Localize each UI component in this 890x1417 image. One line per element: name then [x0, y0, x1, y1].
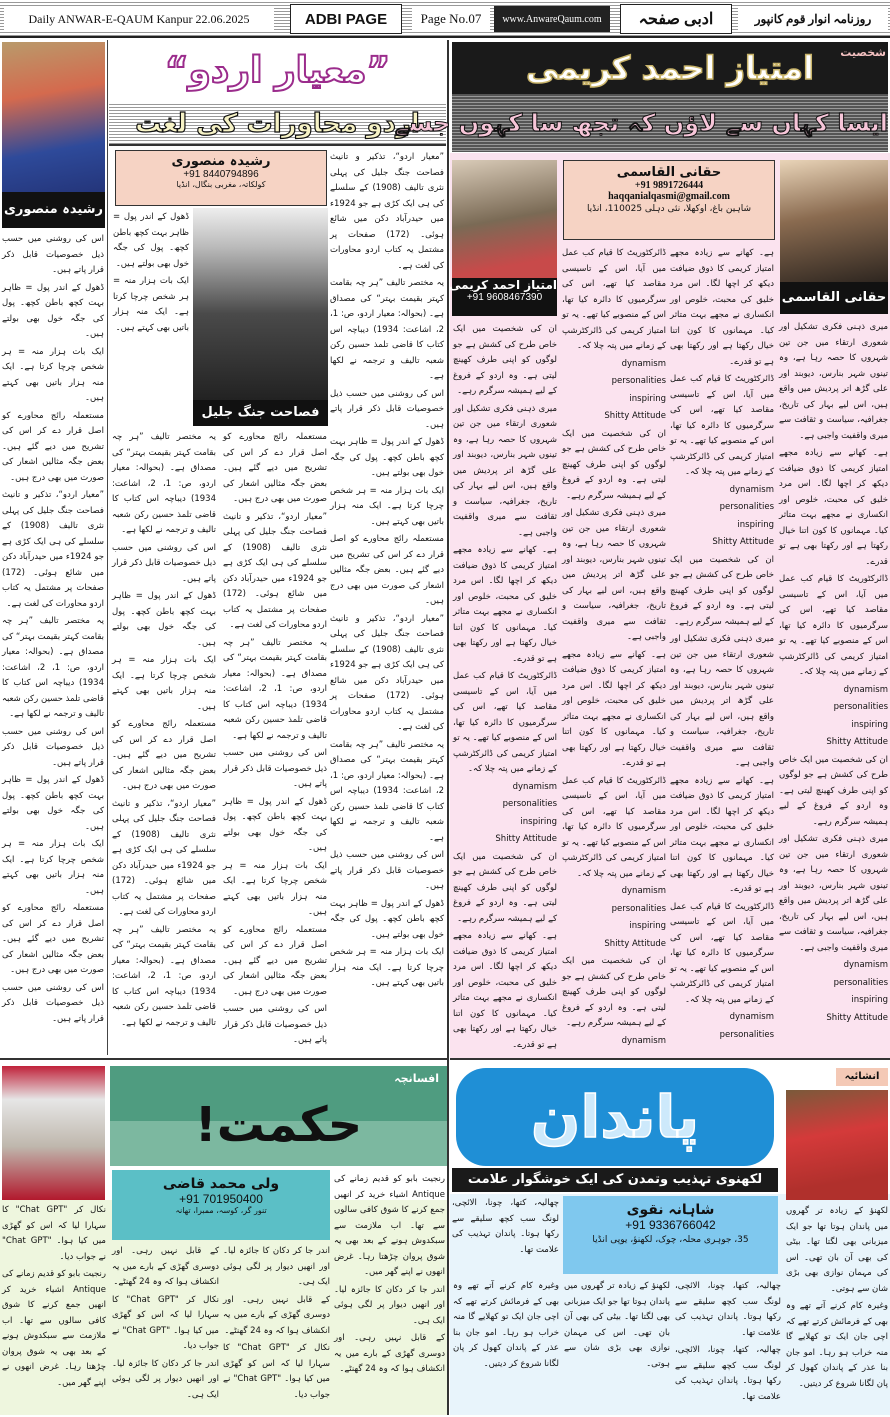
article-body-col: [670, 246, 774, 1055]
paragraph: ایک بات ہزار منہ = ہر شخص چرچا کرتا ہے۔ ایک منہ ہزار باتیں بھی کہتے ہیں۔: [113, 276, 189, 333]
story-heading: [110, 1066, 447, 1166]
paragraph: اس کی روشنی میں حسب ذیل خصوصیات قابل ذکر قرار پاتے ہیں۔: [2, 234, 104, 275]
paragraph: اس کی روشنی میں حسب ذیل خصوصیات قابل ذکر قرار پاتے ہیں۔: [330, 388, 444, 430]
story-body-col: [564, 1279, 670, 1415]
story-body-col: [112, 1244, 219, 1415]
paragraph: اس کی روشنی میں حسب ذیل خصوصیات قابل ذکر قرار پاتے ہیں۔: [223, 1004, 327, 1045]
page-header: [0, 0, 890, 38]
paragraph: ڈھول کے اندر پول = ظاہر بہت کچھ باطن کچھ۔ پول کی جگہ خول بھی بولتے ہیں۔: [330, 898, 444, 940]
author-phone: +91 9891726444: [634, 180, 704, 191]
paragraph: مستعملہ رائج محاورے کو اصل قرار دے کر اس کی تشریح میں دیے گئے ہیں۔ بعض جگہ مثالیں اشعار کی صورت میں بھی درج ہیں۔: [223, 432, 327, 504]
paragraph: اس کی روشنی میں حسب ذیل خصوصیات قابل ذکر قرار پاتے ہیں۔: [112, 542, 216, 584]
author-address: تنور گر، کوسہ، ممبرا، تھانہ: [175, 1206, 267, 1215]
paragraph: مستعملہ رائج محاورے کو اصل قرار دے کر اس کی تشریح میں دیے گئے ہیں۔ بعض جگہ مثالیں اشعار کی صورت میں بھی درج ہیں۔: [112, 719, 216, 791]
paragraph: اس کی روشنی میں حسب ذیل خصوصیات قابل ذکر قرار پاتے ہیں۔: [223, 748, 327, 789]
paragraph: کے قابل نہیں رہی۔ اور دوسری گھڑی کے بارے میں یہ انکشاف ہوا کہ وہ 24 گھنٹے۔: [112, 1246, 219, 1287]
paragraph: ڈائرکٹوریٹ کا قیام کب عمل میں آیا، اس کے تاسیسی مقاصد کیا تھے، اس کی سرگرمیوں کا دائرہ کیا تھا، اس کے منصوبے کیا تھے۔ یہ تو امتیاز کریمی کی ڈائرکٹرشپ کے زمانے میں پتہ چلا کہ۔: [453, 671, 557, 774]
paragraph: ان کی شخصیت میں ایک خاص طرح کی کشش ہے جو لوگوں کو اپنی طرف کھینچ لیتی ہے۔ وہ اردو کے فروغ کے لیے ہمیشہ سرگرم رہے۔: [779, 754, 888, 827]
paragraph: ہے۔ کھانے سے زیادہ مجھے امتیاز کریمی کا ذوق ضیافت دیکھ کر اچھا لگا۔ اس مرد خلیق کی محبت، خلوص اور انکساری نے مجھے بہت متاثر کیا۔ مہمانوں کا کون اتنا خیال رکھتا ہے اور رکھتا بھی ہے تو قدرے۔: [453, 931, 557, 1050]
section-tag: شخصیت: [820, 46, 886, 62]
paragraph: inspiring: [629, 921, 666, 931]
story-body-col: [334, 1172, 445, 1415]
paragraph: ”معیار اردو“، تذکیر و تانیث فصاحت جنگ جلیل کی پہلی نثری تالیف (1908) کے سلسلے کی ہی ایک کڑی ہے جو 1924ء میں حیدرآباد دکن میں شائع ہوئی۔ (172) صفحات پر مشتمل یہ کتاب اردو محاورات کی لغت ہے۔: [223, 511, 328, 630]
paragraph: Shitty Attitude: [604, 411, 666, 421]
article-body-col: [453, 322, 557, 1055]
paragraph: ڈائرکٹوریٹ کا قیام کب عمل میں آیا، اس کے تاسیسی مقاصد کیا تھے، اس کی سرگرمیوں کا دائرہ کیا تھا، اس کے منصوبے کیا تھے۔ یہ تو امتیاز کریمی کی ڈائرکٹرشپ کے زمانے میں پتہ چلا کہ۔: [562, 248, 666, 351]
author-photo-wali: [2, 1066, 105, 1200]
paragraph: inspiring: [851, 995, 888, 1005]
paragraph: ان کی شخصیت میں ایک خاص طرح کی کشش ہے جو لوگوں کو اپنی طرف کھینچ لیتی ہے۔ وہ اردو کے فروغ کے لیے ہمیشہ سرگرم رہے۔: [453, 851, 557, 924]
story-body-col: [786, 1204, 888, 1415]
author-box: [115, 150, 327, 206]
author-email[interactable]: haqqanialqasmi@gmail.com: [608, 191, 730, 202]
author-address: شاہین باغ، اوکھلا، نئی دہلی 110025، انڈیا: [586, 204, 752, 214]
story-title: پاندان: [456, 1068, 774, 1166]
paragraph: یہ مختصر تالیف ”ہر چہ بقامت کہتر بقیمت بہتر“ کی مصداق ہے۔ (بحوالہ: معیار اردو، ص: 1، 2، اشاعت: 1934) دیباچہ اس کتاب کا قاضی تلمذ حسین رکن شعبہ تالیف و ترجمہ نے لکھا ہے۔: [330, 278, 444, 381]
paragraph: personalities: [719, 1029, 774, 1040]
story-body-col: [675, 1279, 781, 1415]
paper-dateline: [4, 6, 274, 32]
article-title: ”معیار اردو“: [164, 50, 391, 91]
paragraph: وغیرہ کام کرنے آتے تھے وہ بھی کے فرمائش کرتے تھے کہ اچی جان ایک تو کھلایے گا منہ خراب ہو رہا۔ امو جان بنا عذر کے پاندان کھول کر پان لگانا شروع کر دیتیں۔: [786, 1301, 888, 1389]
story-body-col: [2, 1203, 106, 1415]
author-name: ولی محمد قاضی: [162, 1176, 280, 1192]
paragraph: ایک بات ہزار منہ = ہر شخص چرچا کرتا ہے۔ ایک منہ ہزار باتیں بھی کہتے ہیں۔: [112, 655, 216, 712]
article-title: امتیاز احمد کریمی: [452, 42, 888, 94]
paragraph: اس کی روشنی میں حسب ذیل خصوصیات قابل ذکر قرار پاتے ہیں۔: [2, 726, 104, 768]
author-phone: +91 8440794896: [183, 169, 259, 180]
paragraph: dynamism: [621, 886, 666, 896]
paragraph: ہے۔ کھانے سے زیادہ مجھے امتیاز کریمی کا ذوق ضیافت دیکھ کر اچھا لگا۔ اس مرد خلیق کی محبت، خلوص اور انکساری نے مجھے بہت متاثر کیا۔ مہمانوں کا کون اتنا خیال رکھتا ہے اور رکھتا بھی ہے تو قدرے۔: [670, 248, 774, 367]
paragraph: Shitty Attitude: [712, 537, 774, 547]
genre-label: افسانچہ: [394, 1072, 439, 1085]
subject-photo-caption: [449, 278, 557, 316]
paragraph: inspiring: [851, 719, 888, 730]
author-phone: +91 701950400: [179, 1192, 263, 1206]
paragraph: اس کی روشنی میں حسب ذیل خصوصیات قابل ذکر قرار پاتے ہیں۔: [330, 850, 444, 891]
paragraph: ڈائرکٹوریٹ کا قیام کب عمل میں آیا، اس کے تاسیسی مقاصد کیا تھے، اس کی سرگرمیوں کا دائرہ کیا تھا، اس کے منصوبے کیا تھے۔ یہ تو امتیاز کریمی کی ڈائرکٹرشپ کے زمانے میں پتہ چلا کہ۔: [562, 775, 666, 879]
paragraph: ڈھول کے اندر پول = ظاہر بہت کچھ باطن کچھ۔ پول کی جگہ خول بھی بولتے ہیں۔: [113, 212, 189, 269]
paragraph: ہے۔ کھانے سے زیادہ مجھے امتیاز کریمی کا ذوق ضیافت دیکھ کر اچھا لگا۔ اس مرد خلیق کی محبت، خلوص اور انکساری نے مجھے بہت متاثر کیا۔ مہمانوں کا کون اتنا خیال رکھتا ہے اور رکھتا بھی ہے تو قدرے۔: [670, 775, 774, 894]
story-body-col: [452, 1196, 559, 1276]
paragraph: ان کی شخصیت میں ایک خاص طرح کی کشش ہے جو لوگوں کو اپنی طرف کھینچ لیتی ہے۔ وہ اردو کے فروغ کے لیے ہمیشہ سرگرم رہے۔: [562, 956, 666, 1028]
issue-date: 22.06.2025: [195, 11, 250, 26]
paragraph: inspiring: [520, 816, 557, 827]
paragraph: مستعملہ رائج محاورے کو اصل قرار دے کر اس کی تشریح میں دیے گئے ہیں۔ بعض جگہ مثالیں اشعار کی صورت میں بھی درج ہیں۔: [2, 903, 104, 975]
paragraph: ”معیار اردو“، تذکیر و تانیث فصاحت جنگ جلیل کی پہلی نثری تالیف (1908) کے سلسلے کی ہی ایک کڑی ہے جو 1924ء میں حیدرآباد دکن میں شائع ہوئی۔ (172) صفحات پر مشتمل یہ کتاب اردو محاورات کی لغت ہے۔: [330, 152, 445, 271]
paragraph: ایک بات ہزار منہ = ہر شخص چرچا کرتا ہے۔ ایک منہ ہزار باتیں بھی کہتے ہیں۔: [2, 346, 104, 403]
paragraph: ایک بات ہزار منہ = ہر شخص چرچا کرتا ہے۔ ایک منہ ہزار باتیں بھی کہتے ہیں۔: [330, 485, 444, 527]
paragraph: Shitty Attitude: [604, 938, 666, 949]
paragraph: ڈھول کے اندر پول = ظاہر بہت کچھ باطن کچھ۔ پول کی جگہ خول بھی بولتے ہیں۔: [2, 775, 104, 832]
paragraph: یہ مختصر تالیف ”ہر چہ بقامت کہتر بقیمت بہتر“ کی مصداق ہے۔ (بحوالہ: معیار اردو، ص: 1، 2، اشاعت: 1934) دیباچہ اس کتاب کا قاضی تلمذ حسین رکن شعبہ تالیف و ترجمہ نے لکھا ہے۔: [112, 924, 216, 1028]
page-number: Page No.07: [412, 6, 490, 32]
author-box: [112, 1170, 330, 1240]
story-body-col: [453, 1279, 559, 1415]
author-photo-haqqani: [780, 160, 888, 282]
paragraph: چھالیہ، کتھا، چونا، الائچی، لونگ سب کچھ سلیقے سے رکھا ہوتا۔ پاندان تہذیب کی علامت تھا۔: [452, 1198, 559, 1255]
author-box: [563, 160, 775, 240]
genre-label: انشائیہ: [836, 1068, 888, 1086]
paragraph: ڈھول کے اندر پول = ظاہر بہت کچھ باطن کچھ۔ پول کی جگہ خول بھی بولتے ہیں۔: [330, 437, 444, 478]
author-photo-caption: حقانی القاسمی: [780, 282, 888, 314]
paragraph: وغیرہ کام کرنے آتے تھے وہ بھی کے فرمائش کرتے تھے کہ اچی جان ایک تو کھلایے گا منہ خراب ہو رہا۔ امو جان بنا عذر کے پاندان کھول کر پان لگانا شروع کر دیتیں۔: [453, 1281, 559, 1369]
masthead: روزنامہ انوار قوم کانپور: [738, 6, 888, 32]
article-body-col: [779, 320, 888, 1055]
paragraph: اس کی روشنی میں حسب ذیل خصوصیات قابل ذکر قرار پاتے ہیں۔: [2, 982, 104, 1024]
story-title: حکمت!: [194, 1097, 363, 1153]
paragraph: مستعملہ رائج محاورے کو اصل قرار دے کر اس کی تشریح میں دیے گئے ہیں۔ بعض جگہ مثالیں اشعار کی صورت میں بھی درج ہیں۔: [330, 534, 444, 606]
article-subtitle: اردو محاورات کی لغت: [109, 102, 446, 146]
author-photo-rashida: [2, 42, 105, 192]
article-body-col: [113, 210, 189, 398]
paragraph: میری ذہنی فکری تشکیل اور شعوری ارتقاء میں جن تین شہروں کا حصہ رہا ہے، وہ تینوں شہر بنارس، دیوبند اور علی گڑھ اتر پردیش میں واقع ہیں، اس لیے بہار کی تاریخ، جغرافیہ، سیاست و ثقافت سے میری واقفیت واجبی ہے۔: [779, 834, 888, 953]
paragraph: ڈھول کے اندر پول = ظاہر بہت کچھ باطن کچھ۔ پول کی جگہ خول بھی بولتے ہیں۔: [112, 591, 216, 648]
section-label: ADBI PAGE: [290, 4, 402, 34]
paragraph: Shitty Attitude: [826, 1012, 888, 1023]
author-address: 35، جوہری محلہ، چوک، لکھنؤ، یوپی انڈیا: [592, 1235, 749, 1245]
paragraph: میری ذہنی فکری تشکیل اور شعوری ارتقاء میں جن تین شہروں کا حصہ رہا ہے، وہ تینوں شہر بنارس، دیوبند اور علی گڑھ اتر پردیش میں واقع ہیں، اس لیے بہار کی تاریخ، جغرافیہ، سیاست و ثقافت سے میری واقفیت واجبی ہے۔: [562, 508, 666, 642]
paragraph: dynamism: [729, 1012, 774, 1022]
subject-name: امتیاز احمد کریمی: [449, 278, 557, 292]
paragraph: dynamism: [621, 1035, 666, 1046]
paragraph: ایک بات ہزار منہ = ہر شخص چرچا کرتا ہے۔ ایک منہ ہزار باتیں بھی کہتے ہیں۔: [223, 860, 327, 917]
subject-phone: +91 9608467390: [466, 292, 543, 303]
paragraph: personalities: [502, 799, 557, 809]
paragraph: dynamism: [512, 781, 557, 792]
paragraph: personalities: [719, 502, 774, 512]
subject-photo-imtiaz: [452, 160, 557, 278]
article-body-col: [330, 150, 444, 1055]
paragraph: میری ذہنی فکری تشکیل اور شعوری ارتقاء میں جن تین شہروں کا حصہ رہا ہے، وہ تینوں شہر بنارس، دیوبند اور علی گڑھ اتر پردیش میں واقع ہیں، اس لیے بہار کی تاریخ، جغرافیہ، سیاست و ثقافت سے میری واقفیت واجبی ہے۔: [453, 403, 557, 538]
paragraph: inspiring: [629, 393, 666, 404]
paragraph: personalities: [611, 903, 666, 914]
paragraph: اندر جا کر دکان کا جائزہ لیا۔ اور انھیں دیوار پر لگی ہوئی ایک ہی۔: [112, 1358, 219, 1400]
paragraph: مستعملہ رائج محاورے کو اصل قرار دے کر اس کی تشریح میں دیے گئے ہیں۔ بعض جگہ مثالیں اشعار کی صورت میں بھی درج ہیں۔: [223, 924, 327, 997]
figure-photo-fasahat: [193, 208, 328, 400]
paragraph: اندر جا کر دکان کا جائزہ لیا۔ اور انھیں دیوار پر لگی ہوئی ایک ہی۔: [223, 1246, 330, 1287]
paragraph: میری ذہنی فکری تشکیل اور شعوری ارتقاء میں جن تین شہروں کا حصہ رہا ہے، وہ تینوں شہر بنارس، دیوبند اور علی گڑھ اتر پردیش میں واقع ہیں، اس لیے بہار کی تاریخ، جغرافیہ، سیاست و ثقافت سے میری واقفیت واجبی ہے۔: [779, 322, 888, 441]
paragraph: یہ مختصر تالیف ”ہر چہ بقامت کہتر بقیمت بہتر“ کی مصداق ہے۔ (بحوالہ: معیار اردو، ص: 1، 2، اشاعت: 1934) دیباچہ اس کتاب کا قاضی تلمذ حسین رکن شعبہ تالیف و ترجمہ نے لکھا ہے۔: [2, 616, 104, 719]
paragraph: ان کی شخصیت میں ایک خاص طرح کی کشش ہے جو لوگوں کو اپنی طرف کھینچ لیتی ہے۔ وہ اردو کے فروغ کے لیے ہمیشہ سرگرم رہے۔: [670, 554, 774, 627]
paragraph: ایک بات ہزار منہ = ہر شخص چرچا کرتا ہے۔ ایک منہ ہزار باتیں بھی کہتے ہیں۔: [330, 947, 444, 988]
author-box: [563, 1196, 778, 1274]
author-phone: +91 9336766042: [625, 1218, 716, 1232]
paragraph: ڈائرکٹوریٹ کا قیام کب عمل میں آیا، اس کے تاسیسی مقاصد کیا تھے، اس کی سرگرمیوں کا دائرہ کیا تھا، اس کے منصوبے کیا تھے۔ یہ تو امتیاز کریمی کی ڈائرکٹرشپ کے زمانے میں پتہ چلا کہ۔: [779, 574, 888, 677]
author-name: شاہانہ نقوی: [626, 1202, 715, 1218]
article-body-col: [223, 430, 327, 1055]
paragraph: ہے۔ کھانے سے زیادہ مجھے امتیاز کریمی کا ذوق ضیافت دیکھ کر اچھا لگا۔ اس مرد خلیق کی محبت، خلوص اور انکساری نے مجھے بہت متاثر کیا۔ مہمانوں کا کون اتنا خیال رکھتا ہے اور رکھتا بھی ہے تو قدرے۔: [562, 649, 666, 768]
paragraph: ڈھول کے اندر پول = ظاہر بہت کچھ باطن کچھ۔ پول کی جگہ خول بھی بولتے ہیں۔: [2, 282, 104, 339]
article-body-col: [2, 232, 104, 1055]
section-label-urdu: ادبی صفحہ: [620, 4, 732, 34]
paragraph: چھالیہ، کتھا، چونا، الائچی، لونگ سب کچھ سلیقے سے رکھا ہوتا۔ پاندان تہذیب کی علامت تھا۔: [675, 1345, 781, 1402]
paper-name: Daily ANWAR-E-QAUM Kanpur: [28, 11, 193, 26]
paragraph: personalities: [833, 702, 888, 712]
paragraph: ایک بات ہزار منہ = ہر شخص چرچا کرتا ہے۔ ایک منہ ہزار باتیں بھی کہتے ہیں۔: [2, 839, 104, 896]
article-body-col: [112, 430, 216, 1055]
author-address: کولکاتہ، مغربی بنگال، انڈیا: [176, 180, 266, 189]
article-subtitle: ایسا کہاں سے لاؤں کہ تجھ سا کہوں جسے: [452, 94, 888, 152]
paragraph: نکال کر "Chat GPT" کا سہارا لیا کہ اس کو گھڑی میں کیا ہوا۔ "Chat GPT" نے جواب دیا۔: [2, 1205, 106, 1262]
author-photo-caption: رشیدہ منصوری: [2, 192, 105, 228]
paragraph: ڈائرکٹوریٹ کا قیام کب عمل میں آیا، اس کے تاسیسی مقاصد کیا تھے، اس کی سرگرمیوں کا دائرہ کیا تھا، اس کے منصوبے کیا تھے۔ یہ تو امتیاز کریمی کی ڈائرکٹرشپ کے زمانے میں پتہ چلا کہ۔: [670, 901, 774, 1005]
paragraph: یہ مختصر تالیف ”ہر چہ بقامت کہتر بقیمت بہتر“ کی مصداق ہے۔ (بحوالہ: معیار اردو، ص: 1، 2، اشاعت: 1934) دیباچہ اس کتاب کا قاضی تلمذ حسین رکن شعبہ تالیف و ترجمہ نے لکھا ہے۔: [223, 637, 327, 741]
paragraph: dynamism: [843, 960, 888, 970]
figure-caption: فصاحت جنگ جلیل: [193, 400, 328, 426]
paragraph: ڈائرکٹوریٹ کا قیام کب عمل میں آیا، اس کے تاسیسی مقاصد کیا تھے، اس کی سرگرمیوں کا دائرہ کیا تھا، اس کے منصوبے کیا تھے۔ یہ تو امتیاز کریمی کی ڈائرکٹرشپ کے زمانے میں پتہ چلا کہ۔: [670, 374, 774, 477]
article-body-col: [562, 246, 666, 1055]
paragraph: نکال کر "Chat GPT" کا سہارا لیا کہ اس کو گھڑی میں کیا ہوا۔ "Chat GPT" نے جواب دیا۔: [112, 1294, 219, 1351]
paragraph: لکھنؤ کے زیادہ تر گھروں میں پاندان ہوتا تھا جو ایک میزبانی بھی لگتا تھا۔ بیٹی کی بھی آن بان تھی۔ اس کی مہمان نوازی بھی بڑی شان سے ہوتی۔: [564, 1281, 670, 1369]
paragraph: یہ مختصر تالیف ”ہر چہ بقامت کہتر بقیمت بہتر“ کی مصداق ہے۔ (بحوالہ: معیار اردو، ص: 1، 2، اشاعت: 1934) دیباچہ اس کتاب کا قاضی تلمذ حسین رکن شعبہ تالیف و ترجمہ نے لکھا ہے۔: [112, 432, 216, 535]
paragraph: ”معیار اردو“، تذکیر و تانیث فصاحت جنگ جلیل کی پہلی نثری تالیف (1908) کے سلسلے کی ہی ایک کڑی ہے جو 1924ء میں حیدرآباد دکن میں شائع ہوئی۔ (172) صفحات پر مشتمل یہ کتاب اردو محاورات کی لغت ہے۔: [330, 613, 445, 732]
paragraph: نکال کر "Chat GPT" کا سہارا لیا کہ اس کو گھڑی میں کیا ہوا۔ "Chat GPT" نے جواب دیا۔: [223, 1343, 330, 1400]
paragraph: dynamism: [843, 684, 888, 695]
paragraph: مستعملہ رائج محاورے کو اصل قرار دے کر اس کی تشریح میں دیے گئے ہیں۔ بعض جگہ مثالیں اشعار کی صورت میں بھی درج ہیں۔: [2, 410, 104, 483]
website-link[interactable]: www.AnwareQaum.com: [494, 6, 610, 32]
paragraph: dynamism: [621, 358, 666, 369]
author-name: حقانی القاسمی: [616, 165, 722, 180]
paragraph: ہے۔ کھانے سے زیادہ مجھے امتیاز کریمی کا ذوق ضیافت دیکھ کر اچھا لگا۔ اس مرد خلیق کی محبت، خلوص اور انکساری نے مجھے بہت متاثر کیا۔ مہمانوں کا کون اتنا خیال رکھتا ہے اور رکھتا بھی ہے تو قدرے۔: [453, 545, 557, 664]
paragraph: چھالیہ، کتھا، چونا، الائچی، لونگ سب کچھ سلیقے سے رکھا ہوتا۔ پاندان تہذیب کی علامت تھا۔: [675, 1281, 781, 1338]
story-body-col: [223, 1244, 330, 1415]
paragraph: ان کی شخصیت میں ایک خاص طرح کی کشش ہے جو لوگوں کو اپنی طرف کھینچ لیتی ہے۔ وہ اردو کے فروغ کے لیے ہمیشہ سرگرم رہے۔: [453, 324, 557, 396]
paragraph: dynamism: [729, 484, 774, 495]
paragraph: رنجیت بابو کو قدیم زمانے کی Antique اشیاء خرید کر انھیں جمع کرنے کا شوق کافی سالوں سے تھا۔ اب ملازمت سے سبکدوش ہونے کے بعد بھی یہ شوق پروان چڑھتا رہا۔ غرض انھوں نے اپنے گھر میں۔: [334, 1174, 445, 1277]
paragraph: ڈھول کے اندر پول = ظاہر بہت کچھ باطن کچھ۔ پول کی جگہ خول بھی بولتے ہیں۔: [223, 796, 327, 853]
author-photo-shahana: [786, 1090, 888, 1200]
paragraph: Shitty Attitude: [826, 737, 888, 747]
story-tagline: لکھنوی تہذیب وتمدن کی ایک خوشگوار علامت: [452, 1168, 778, 1192]
paragraph: Shitty Attitude: [495, 834, 557, 844]
paragraph: ہے۔ کھانے سے زیادہ مجھے امتیاز کریمی کا ذوق ضیافت دیکھ کر اچھا لگا۔ اس مرد خلیق کی محبت، خلوص اور انکساری نے مجھے بہت متاثر کیا۔ مہمانوں کا کون اتنا خیال رکھتا ہے اور رکھتا بھی ہے تو قدرے۔: [779, 448, 888, 567]
paragraph: میری ذہنی فکری تشکیل اور شعوری ارتقاء میں جن تین شہروں کا حصہ رہا ہے، وہ تینوں شہر بنارس، دیوبند اور علی گڑھ اتر پردیش میں واقع ہیں، اس لیے بہار کی تاریخ، جغرافیہ، سیاست و ثقافت سے میری واقفیت واجبی ہے۔: [670, 634, 774, 768]
paragraph: کے قابل نہیں رہی۔ اور دوسری گھڑی کے بارے میں یہ انکشاف ہوا کہ وہ 24 گھنٹے۔: [334, 1333, 445, 1374]
paragraph: ”معیار اردو“، تذکیر و تانیث فصاحت جنگ جلیل کی پہلی نثری تالیف (1908) کے سلسلے کی ہی ایک کڑی ہے جو 1924ء میں حیدرآباد دکن میں شائع ہوئی۔ (172) صفحات پر مشتمل یہ کتاب اردو محاورات کی لغت ہے۔: [2, 490, 105, 609]
paragraph: personalities: [833, 977, 888, 988]
paragraph: inspiring: [737, 519, 774, 530]
paragraph: اندر جا کر دکان کا جائزہ لیا۔ اور انھیں دیوار پر لگی ہوئی ایک ہی۔: [334, 1284, 445, 1326]
paragraph: ”معیار اردو“، تذکیر و تانیث فصاحت جنگ جلیل کی پہلی نثری تالیف (1908) کے سلسلے کی ہی ایک کڑی ہے جو 1924ء میں حیدرآباد دکن میں شائع ہوئی۔ (172) صفحات پر مشتمل یہ کتاب اردو محاورات کی لغت ہے۔: [112, 798, 217, 917]
paragraph: رنجیت بابو کو قدیم زمانے کی Antique اشیاء خرید کر انھیں جمع کرنے کا شوق کافی سالوں سے تھا۔ اب ملازمت سے سبکدوش ہونے کے بعد بھی یہ شوق پروان چڑھتا رہا۔ غرض انھوں نے اپنے گھر میں۔: [2, 1269, 106, 1388]
author-name: رشیدہ منصوری: [171, 154, 271, 169]
paragraph: یہ مختصر تالیف ”ہر چہ بقامت کہتر بقیمت بہتر“ کی مصداق ہے۔ (بحوالہ: معیار اردو، ص: 1، 2، اشاعت: 1934) دیباچہ اس کتاب کا قاضی تلمذ حسین رکن شعبہ تالیف و ترجمہ نے لکھا ہے۔: [330, 739, 444, 843]
paragraph: لکھنؤ کے زیادہ تر گھروں میں پاندان ہوتا تھا جو ایک میزبانی بھی لگتا تھا۔ بیٹی کی بھی آن بان تھی۔ اس کی مہمان نوازی بھی بڑی شان سے ہوتی۔: [786, 1206, 888, 1294]
paragraph: personalities: [611, 376, 666, 386]
paragraph: ان کی شخصیت میں ایک خاص طرح کی کشش ہے جو لوگوں کو اپنی طرف کھینچ لیتی ہے۔ وہ اردو کے فروغ کے لیے ہمیشہ سرگرم رہے۔: [562, 428, 666, 501]
paragraph: کے قابل نہیں رہی۔ اور دوسری گھڑی کے بارے میں یہ انکشاف ہوا کہ وہ 24 گھنٹے۔: [223, 1294, 330, 1336]
